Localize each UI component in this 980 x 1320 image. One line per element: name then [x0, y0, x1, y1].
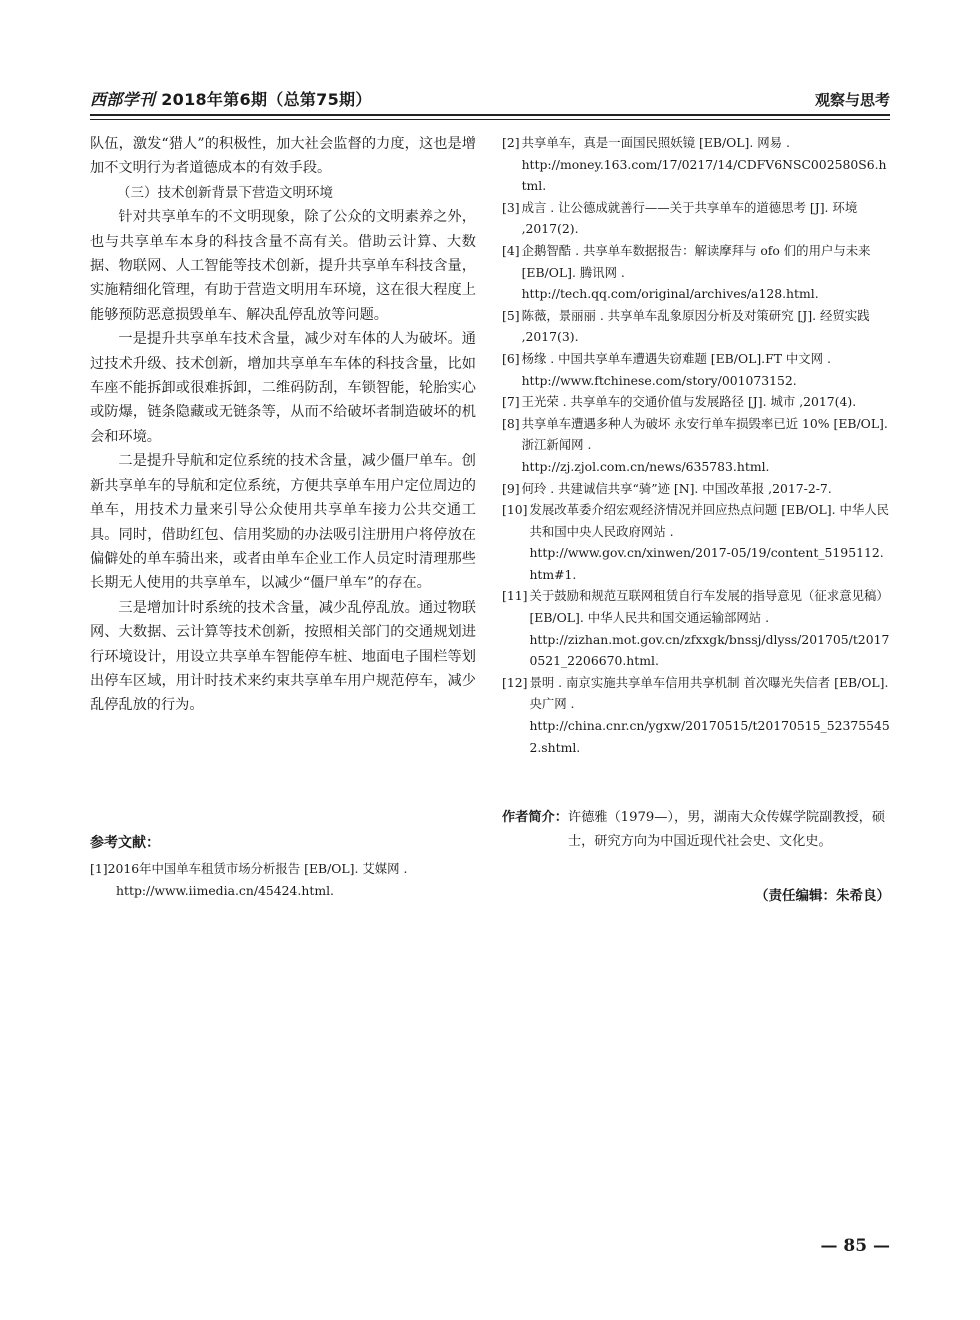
- section-title: 观察与思考: [814, 91, 890, 109]
- page-header: [90, 87, 890, 111]
- reference-number: [11]: [502, 588, 528, 604]
- reference-number: [8]: [502, 415, 520, 431]
- reference-item: [502, 499, 890, 585]
- reference-number: [12]: [502, 674, 528, 690]
- reference-text: 成言 . 让公德成就善行——关于共享单车的道德思考 [J]. 环境 ,2017(2).: [521, 199, 858, 237]
- editor-credit: （责任编辑：朱希良）: [755, 888, 890, 904]
- reference-url: http://china.cnr.cn/ygxw/20170515/t20170515_523755452.shtml.: [529, 718, 890, 755]
- reference-item: [502, 413, 890, 478]
- author-bio: [502, 806, 890, 854]
- reference-number: [7]: [502, 394, 520, 410]
- reference-text: 陈薇，景丽丽 . 共享单车乱象原因分析及对策研究 [J]. 经贸实践 ,2017(3).: [521, 307, 870, 345]
- reference-text: 企鹅智酷 . 共享单车数据报告：解读摩拜与 ofo 们的用户与未来 [EB/OL]. 腾讯网 .: [521, 242, 871, 280]
- reference-text: 共享单车，真是一面国民照妖镜 [EB/OL]. 网易 .: [521, 135, 790, 150]
- reference-number: [10]: [502, 502, 528, 518]
- references-heading: 参考文献：: [90, 835, 160, 851]
- reference-url: http://zizhan.mot.gov.cn/zfxxgk/bnssj/dlyss/201705/t20170521_2206670.html.: [529, 631, 890, 669]
- journal-title: [90, 87, 372, 110]
- reference-text: 发展改革委介绍宏观经济情况并回应热点问题 [EB/OL]. 中华人民共和国中央人民政府网站 .: [529, 502, 890, 539]
- subheading: （三）技术创新背景下营造文明环境: [117, 184, 333, 201]
- journal-name: 西部学刊: [90, 90, 156, 109]
- reference-number: [3]: [502, 199, 520, 215]
- reference-item: [502, 197, 890, 240]
- reference-number: [4]: [502, 242, 520, 258]
- reference-number: [1]: [90, 861, 108, 876]
- reference-number: [9]: [502, 480, 520, 496]
- reference-text: 何玲 . 共建诚信共享“骑”迹 [N]. 中国改革报 ,2017-2-7.: [521, 480, 832, 496]
- reference-item: [502, 585, 890, 671]
- right-column: [502, 132, 890, 758]
- reference-text: 王光荣 . 共享单车的交通价值与发展路径 [J]. 城市 ,2017(4).: [521, 394, 857, 410]
- header-rule-thin: [90, 119, 890, 120]
- paragraph: 三是增加计时系统的技术含量，减少乱停乱放。通过物联网、大数据、云计算等技术创新，按照相关部门的交通规划进行环境设计，用设立共享单车智能停车桩、地面电子围栏等划出停车区域，用计时技术来约束共享单车用户规范停车，减少乱停乱放的行为。: [90, 599, 476, 714]
- page-number: — 85 —: [820, 1236, 890, 1256]
- paragraph: 一是提升共享单车技术含量，减少对车体的人为破坏。通过技术升级、技术创新，增加共享单车车体的科技含量，比如车座不能拆卸或很难拆卸，二维码防刮，车锁智能，轮胎实心或防爆，链条隐藏或无链条等，从而不给破坏者制造破坏的机会和环境。: [90, 331, 476, 445]
- reference-text: 杨缘 . 中国共享单车遭遇失窃难题 [EB/OL].FT 中文网 .: [521, 350, 831, 366]
- reference-item: [502, 672, 890, 758]
- reference-item: [502, 478, 890, 500]
- paragraph: 二是提升导航和定位系统的技术含量，减少僵尸单车。创新共享单车的导航和定位系统，方便共享单车用户定位周边的单车，用技术力量来引导公众使用共享单车接力公共交通工具。同时，借助红包、信用奖励的办法吸引注册用户将停放在偏僻处的单车骑出来，或者由单车企业工作人员定时清理那些长期无人使用的共享单车，以减少“僵尸单车”的存在。: [90, 453, 476, 592]
- reference-url: http://zj.zjol.com.cn/news/635783.html.: [521, 458, 770, 474]
- reference-item: [502, 240, 890, 305]
- issue-info: 2018年第6期（总第75期）: [161, 90, 372, 109]
- reference-item: [502, 348, 890, 391]
- reference-text: 2016年中国单车租赁市场分析报告 [EB/OL]. 艾媒网 .: [107, 861, 408, 876]
- author-label: 作者简介：: [502, 810, 568, 825]
- author-text: 许德雅（1979—），男，湖南大众传媒学院副教授，硕士，研究方向为中国近现代社会史、文化史。: [567, 810, 886, 849]
- reference-url: http://www.ftchinese.com/story/001073152.: [521, 372, 797, 388]
- reference-number: [6]: [502, 350, 520, 366]
- reference-text: 关于鼓励和规范互联网租赁自行车发展的指导意见（征求意见稿）[EB/OL]. 中华人民共和国交通运输部网站 .: [529, 588, 889, 626]
- reference-item: [90, 858, 476, 902]
- reference-url: http://money.163.com/17/0217/14/CDFV6NSC002580S6.html.: [521, 156, 887, 194]
- reference-url: http://www.iimedia.cn/45424.html.: [116, 883, 334, 898]
- left-column: [90, 132, 476, 718]
- paragraph: 针对共享单车的不文明现象，除了公众的文明素养之外，也与共享单车本身的科技含量不高有关。借助云计算、大数据、物联网、人工智能等技术创新，提升共享单车科技含量，实施精细化管理，有助于营造文明用车环境，这在很大程度上能够预防恶意损毁单车、解决乱停乱放等问题。: [90, 209, 476, 323]
- reference-number: [5]: [502, 307, 520, 323]
- reference-item: [502, 305, 890, 348]
- reference-url: http://www.gov.cn/xinwen/2017-05/19/content_5195112.htm#1.: [529, 545, 884, 582]
- reference-text: 景明 . 南京实施共享单车信用共享机制 首次曝光失信者 [EB/OL]. 央广网 .: [529, 674, 889, 712]
- reference-number: [2]: [502, 135, 520, 150]
- reference-item: [502, 132, 890, 197]
- reference-item: [502, 391, 890, 413]
- paragraph-continued: 队伍，激发“猎人”的积极性，加大社会监督的力度，这也是增加不文明行为者道德成本的有效手段。: [90, 136, 476, 177]
- reference-url: http://tech.qq.com/original/archives/a128.html.: [521, 286, 819, 302]
- reference-text: 共享单车遭遇多种人为破坏 永安行单车损毁率已近 10% [EB/OL]. 浙江新闻网 .: [521, 415, 888, 453]
- header-rule: [90, 114, 890, 116]
